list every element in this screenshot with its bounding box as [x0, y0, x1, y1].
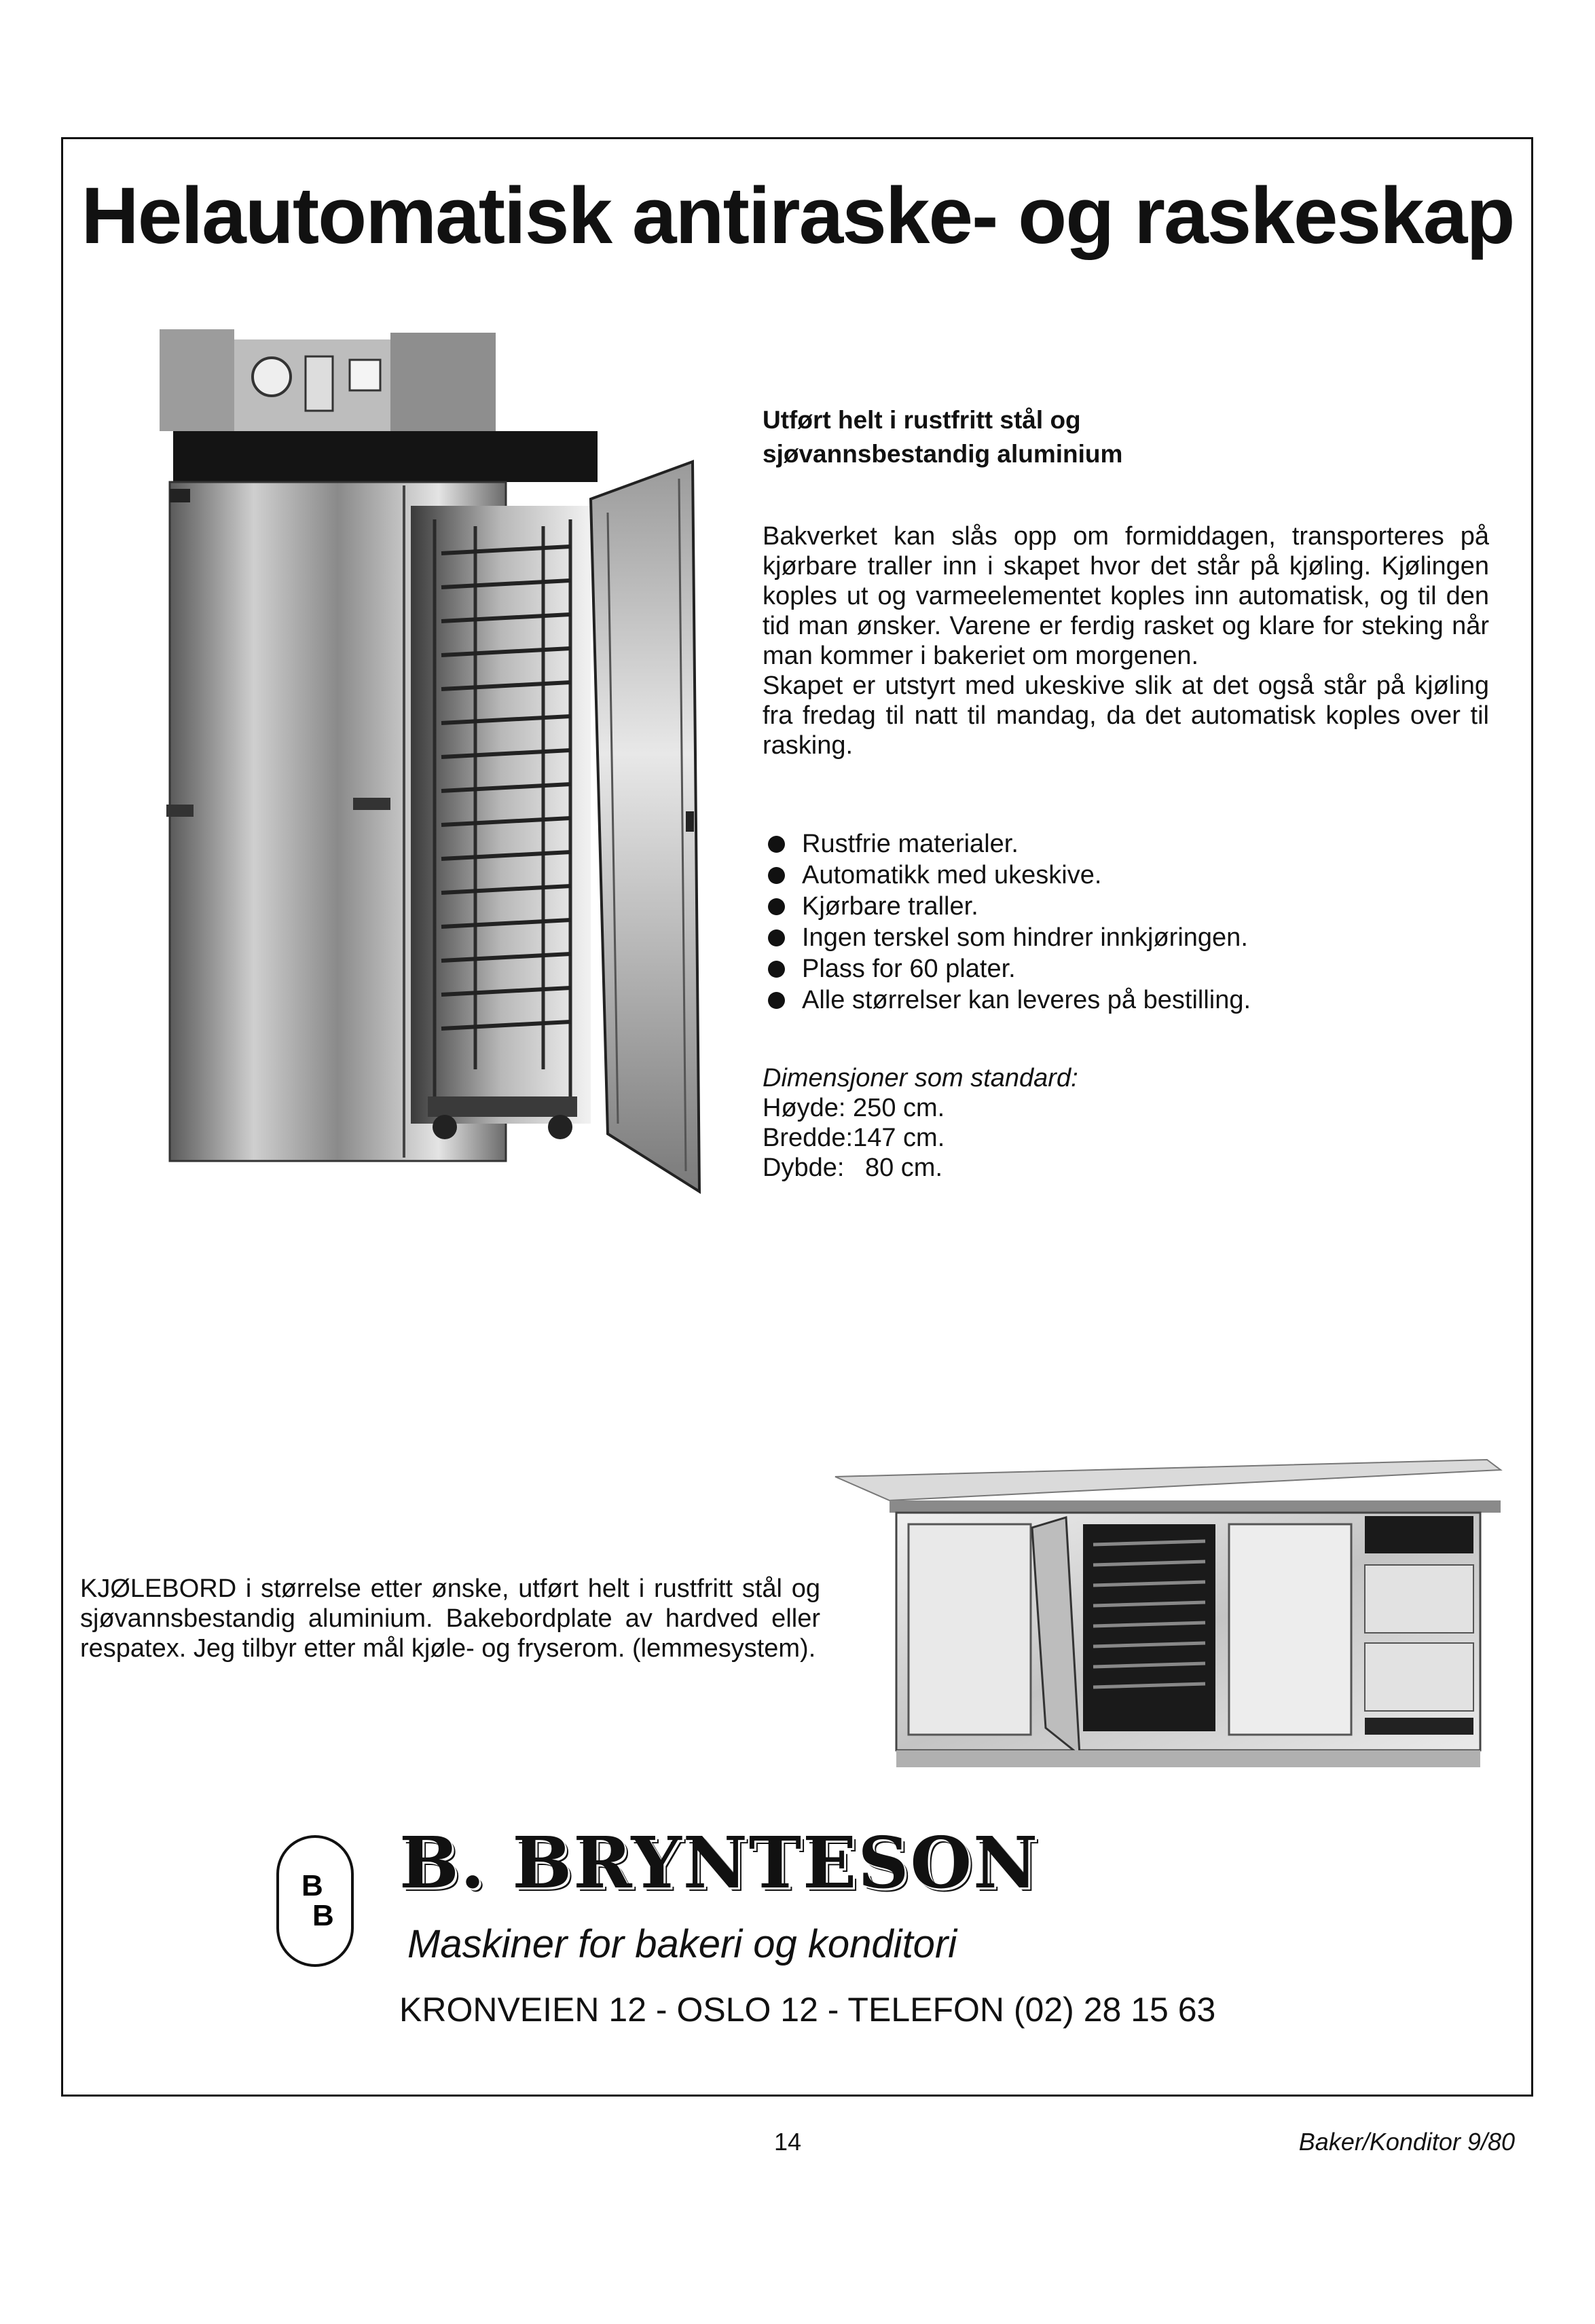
brand-logo-letter-top: B	[301, 1869, 323, 1902]
dimension-value: 250 cm.	[853, 1094, 945, 1122]
page-title: Helautomatisk antiraske- og raskeskap	[81, 171, 1514, 261]
feature-item: Plass for 60 plater.	[763, 953, 1251, 984]
dimensions-heading: Dimensjoner som standard:	[763, 1064, 1078, 1092]
description-paragraph: Bakverket kan slås opp om formiddagen, transporteres på kjørbare traller inn i skapet hvor det står på kjøling. Kjølingen koples ut og varmeelementet koples inn automatisk, og til den tid man ønsker. Varene er ferdig rasket og klare for steking når man kommer i bakeriet om morgenen.	[763, 522, 1489, 670]
refrigerated-table-photo	[822, 1443, 1514, 1796]
feature-item: Alle størrelser kan leveres på bestilling.	[763, 984, 1251, 1016]
brand-logo	[274, 1833, 356, 1972]
brand-name: B. BRYNTESON	[399, 1821, 1040, 1904]
magazine-issue: Baker/Konditor 9/80	[1298, 2128, 1515, 2156]
description-paragraph: Skapet er utstyrt med ukeskive slik at det også står på kjøling fra fredag til natt til mandag, da det automatisk koples over til rasking.	[763, 671, 1489, 760]
feature-item: Automatikk med ukeskive.	[763, 860, 1251, 891]
brand-logo-emblem	[274, 1833, 356, 1969]
cabinet-photo	[102, 309, 747, 1225]
feature-item: Kjørbare traller.	[763, 891, 1251, 922]
dimension-row	[763, 1123, 1078, 1153]
subtitle-line-1: Utført helt i rustfritt stål og	[763, 406, 1081, 434]
brand-address: KRONVEIEN 12 - OSLO 12 - TELEFON (02) 28 15 63	[399, 1991, 1216, 2029]
dimension-value: 80 cm.	[864, 1154, 943, 1182]
kjolebord-description: KJØLEBORD i størrelse etter ønske, utført helt i rustfritt stål og sjøvannsbestandig aluminium. Bakebordplate av hardved eller respatex. Jeg tilbyr etter mål kjøle- og fryserom. (lemmesystem).	[80, 1574, 820, 1663]
page-number: 14	[774, 2128, 802, 2156]
subtitle-line-2: sjøvannsbestandig aluminium	[763, 440, 1123, 468]
feature-list	[763, 828, 1251, 1016]
brand-tagline: Maskiner for bakeri og konditori	[407, 1922, 957, 1966]
dimension-label: Bredde:	[763, 1124, 854, 1152]
subtitle	[763, 403, 1122, 471]
dimension-label: Dybde:	[763, 1154, 845, 1182]
feature-item: Rustfrie materialer.	[763, 828, 1251, 860]
brand-logo-letter-bottom: B	[312, 1899, 334, 1932]
dimension-row	[763, 1093, 1078, 1123]
description	[763, 521, 1489, 760]
dimension-value: 147 cm.	[853, 1124, 945, 1152]
dimension-label: Høyde:	[763, 1094, 846, 1122]
dimensions	[763, 1063, 1078, 1183]
feature-item: Ingen terskel som hindrer innkjøringen.	[763, 922, 1251, 953]
dimension-row	[763, 1153, 1078, 1183]
